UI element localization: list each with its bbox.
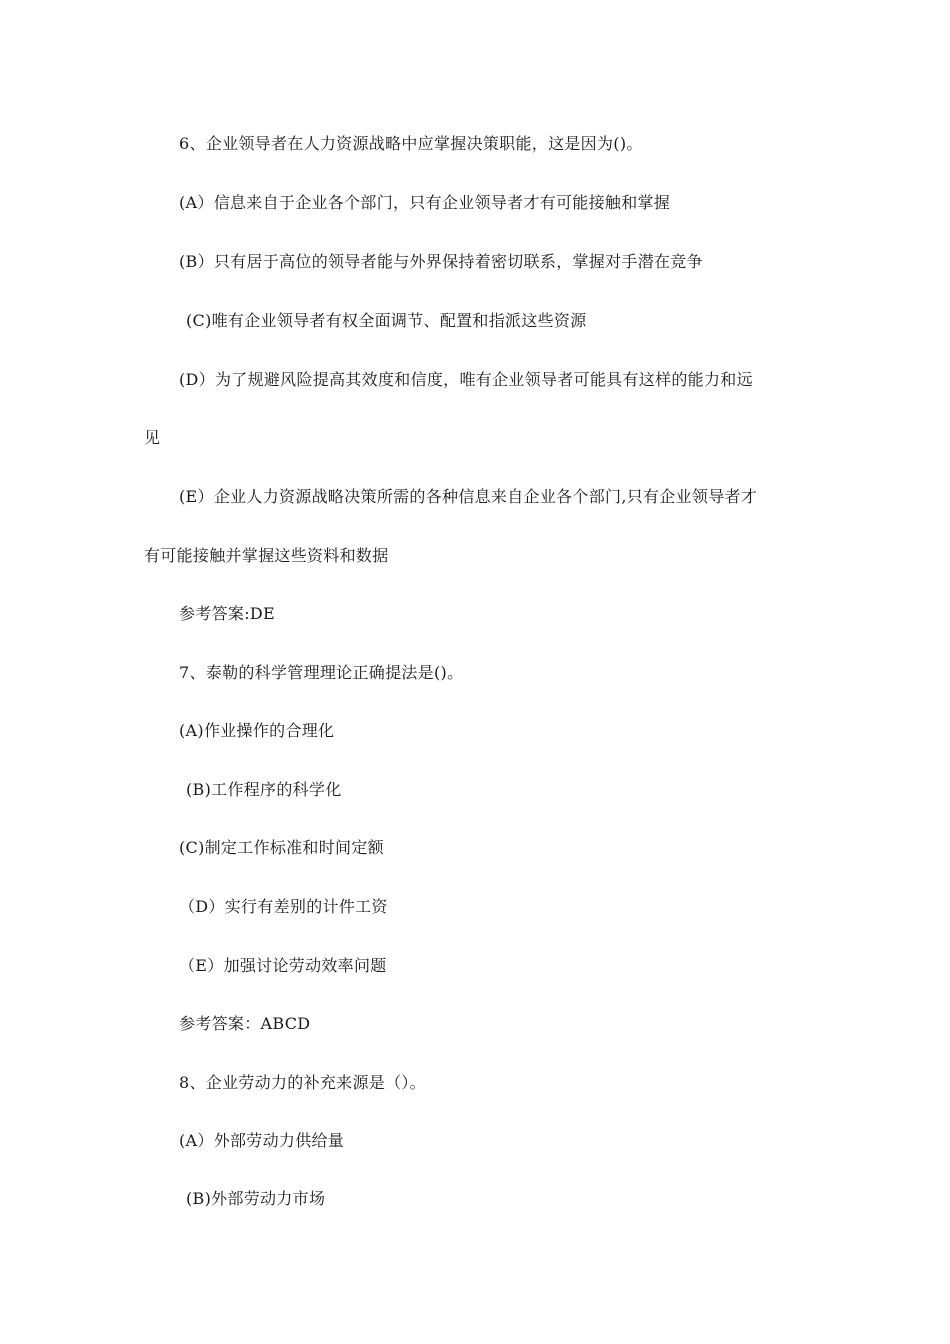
question-6-option-d: (D）为了规避风险提高其效度和信度，唯有企业领导者可能具有这样的能力和远	[179, 370, 753, 389]
question-6-option-a: (A）信息来自于企业各个部门，只有企业领导者才有可能接触和掌握	[179, 193, 671, 212]
question-7-stem: 7、泰勒的科学管理理论正确提法是()。	[179, 663, 464, 682]
question-6-option-e-continuation: 有可能接触并掌握这些资料和数据	[144, 546, 389, 565]
question-7-option-d: （D）实行有差别的计件工资	[179, 897, 388, 916]
question-6-option-c: (C)唯有企业领导者有权全面调节、配置和指派这些资源	[186, 311, 587, 330]
question-7-option-b: (B)工作程序的科学化	[186, 780, 342, 799]
question-8-stem: 8、企业劳动力的补充来源是（）。	[179, 1073, 426, 1092]
question-8-option-b: (B)外部劳动力市场	[186, 1189, 326, 1208]
question-7-option-c: (C)制定工作标准和时间定额	[179, 838, 384, 857]
question-8-option-a: (A）外部劳动力供给量	[179, 1131, 345, 1150]
question-7-option-a: (A)作业操作的合理化	[179, 721, 335, 740]
question-6-option-b: (B）只有居于高位的领导者能与外界保持着密切联系，掌握对手潜在竞争	[179, 252, 703, 271]
question-6-stem: 6、企业领导者在人力资源战略中应掌握决策职能，这是因为()。	[179, 134, 643, 153]
question-6-answer: 参考答案:DE	[179, 604, 275, 623]
question-6-option-e: (E）企业人力资源战略决策所需的各种信息来自企业各个部门,只有企业领导者才	[179, 487, 758, 506]
question-7-option-e: （E）加强讨论劳动效率问题	[179, 956, 387, 975]
question-6-option-d-continuation: 见	[144, 428, 161, 447]
question-7-answer: 参考答案：ABCD	[179, 1014, 311, 1033]
